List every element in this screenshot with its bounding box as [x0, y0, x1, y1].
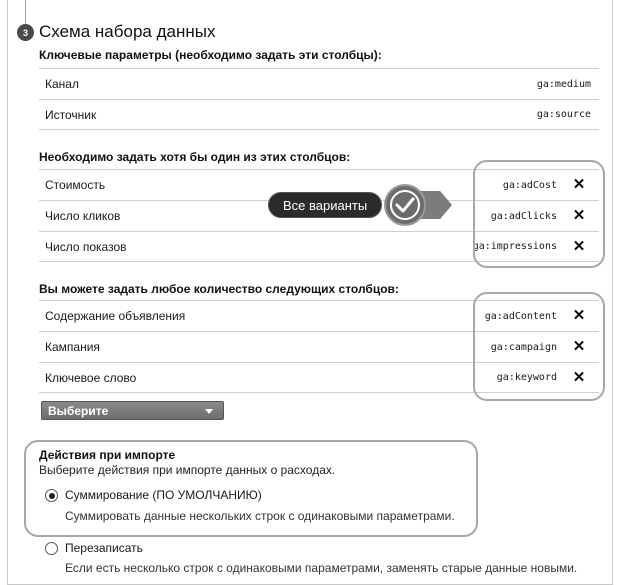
step-connector-line [25, 0, 26, 24]
import-actions-heading: Действия при импорте [39, 448, 176, 462]
option-sum-label[interactable]: Суммирование (ПО УМОЛЧАНИЮ) [65, 488, 262, 502]
optional-row-keyword [39, 362, 599, 393]
required-row-impressions [39, 231, 599, 262]
row-label: Ключевое слово [45, 370, 137, 385]
radio-selected-dot [49, 493, 55, 499]
all-options-callout [268, 190, 382, 220]
row-label: Число показов [45, 239, 127, 254]
option-overwrite-label[interactable]: Перезаписать [65, 541, 143, 555]
import-actions-description: Выберите действия при импорте данных о расходах. [39, 463, 336, 477]
option-overwrite-description: Если есть несколько строк с одинаковыми параметрами, заменять старые данные новыми. [65, 561, 578, 575]
any-count-heading: Вы можете задать любое количество следующих столбцов: [39, 282, 399, 296]
step-number-badge: 3 [17, 24, 34, 41]
row-code: ga:keyword [496, 372, 557, 383]
optional-row-campaign [39, 331, 599, 362]
check-circle-icon [384, 184, 426, 226]
required-one-heading: Необходимо задать хотя бы один из этих столбцов: [39, 150, 351, 164]
row-label: Канал [45, 77, 79, 91]
row-code: ga:source [536, 109, 591, 120]
row-label: Источник [45, 107, 97, 122]
radio-sum[interactable] [45, 489, 58, 502]
radio-overwrite[interactable] [45, 542, 58, 555]
chevron-down-icon [205, 409, 213, 414]
remove-column-button[interactable]: ✕ [572, 207, 586, 224]
row-label: Число кликов [45, 209, 121, 223]
callout-label: Все варианты [268, 192, 382, 218]
section-title: Схема набора данных [39, 22, 216, 41]
option-sum-description: Суммировать данные нескольких строк с одинаковыми параметрами. [65, 509, 455, 523]
row-code: ga:impressions [472, 241, 557, 252]
check-circle-inner [390, 190, 420, 220]
optional-row-adcontent [39, 300, 599, 331]
select-label: Выберите [48, 403, 109, 418]
remove-column-button[interactable]: ✕ [572, 368, 586, 386]
row-code: ga:adCost [502, 179, 557, 191]
remove-column-button[interactable]: ✕ [572, 176, 586, 193]
checkmark-icon [395, 197, 415, 213]
row-label: Содержание объявления [45, 309, 186, 323]
row-code: ga:adContent [484, 310, 557, 322]
row-code: ga:adClicks [490, 210, 557, 222]
row-code: ga:medium [536, 78, 591, 90]
row-label: Кампания [45, 340, 100, 354]
remove-column-button[interactable]: ✕ [572, 237, 586, 255]
key-param-row-source [39, 99, 599, 130]
row-label: Стоимость [45, 178, 106, 192]
add-column-select[interactable] [41, 401, 224, 420]
remove-column-button[interactable]: ✕ [572, 307, 586, 324]
key-param-row-medium [39, 68, 599, 99]
key-params-heading: Ключевые параметры (необходимо задать эти столбцы): [39, 48, 382, 62]
row-code: ga:campaign [490, 341, 557, 353]
remove-column-button[interactable]: ✕ [572, 338, 586, 355]
